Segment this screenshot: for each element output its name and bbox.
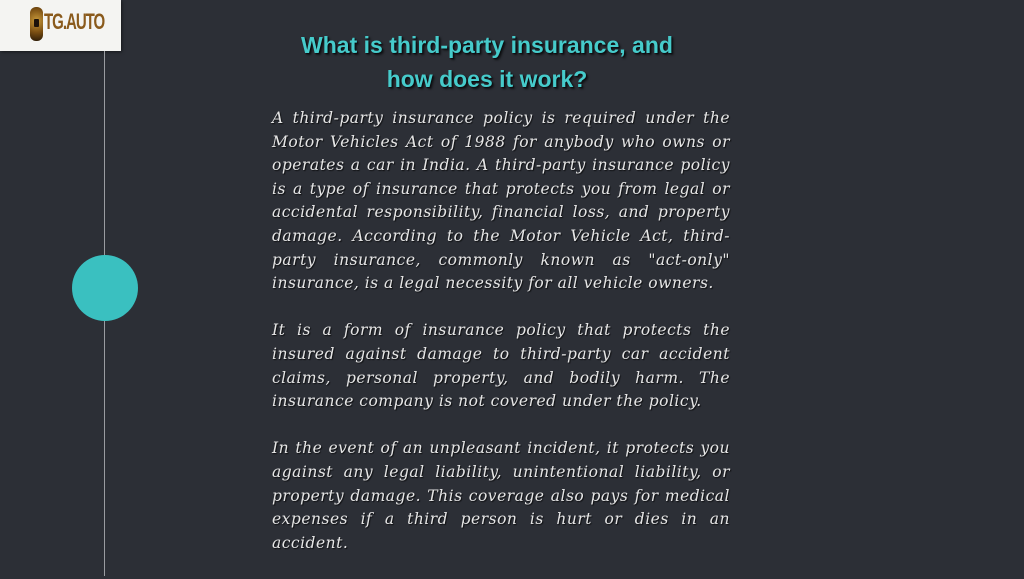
accent-circle (72, 255, 138, 321)
body-text (272, 107, 730, 579)
paragraph-3: In the event of an unpleasant incident, it protects you against any legal liability, unintentional liability, or property damage. This coverage also pays for medical expenses if a third person is hurt or dies in an accident. (272, 439, 730, 552)
logo-text: TG.AUTO (44, 10, 105, 35)
logo-box (0, 0, 121, 51)
logo-emblem-icon (30, 7, 43, 41)
paragraph-2: It is a form of insurance policy that protects the insured against damage to third-party car accident claims, personal property, and bodily harm. The insurance company is not covered under the policy. (272, 321, 730, 411)
page-title-line-1: What is third-party insurance, and (301, 32, 673, 58)
page-title (200, 28, 774, 96)
paragraph-1: A third-party insurance policy is required under the Motor Vehicles Act of 1988 for anybody who owns or operates a car in India. A third-party insurance policy is a type of insurance that protects you from legal or accidental responsibility, financial loss, and property damage. According to the Motor Vehicle Act, third-party insurance, commonly known as "act-only" insurance, is a legal necessity for all vehicle owners. (272, 109, 730, 293)
page-title-line-2: how does it work? (386, 66, 588, 92)
